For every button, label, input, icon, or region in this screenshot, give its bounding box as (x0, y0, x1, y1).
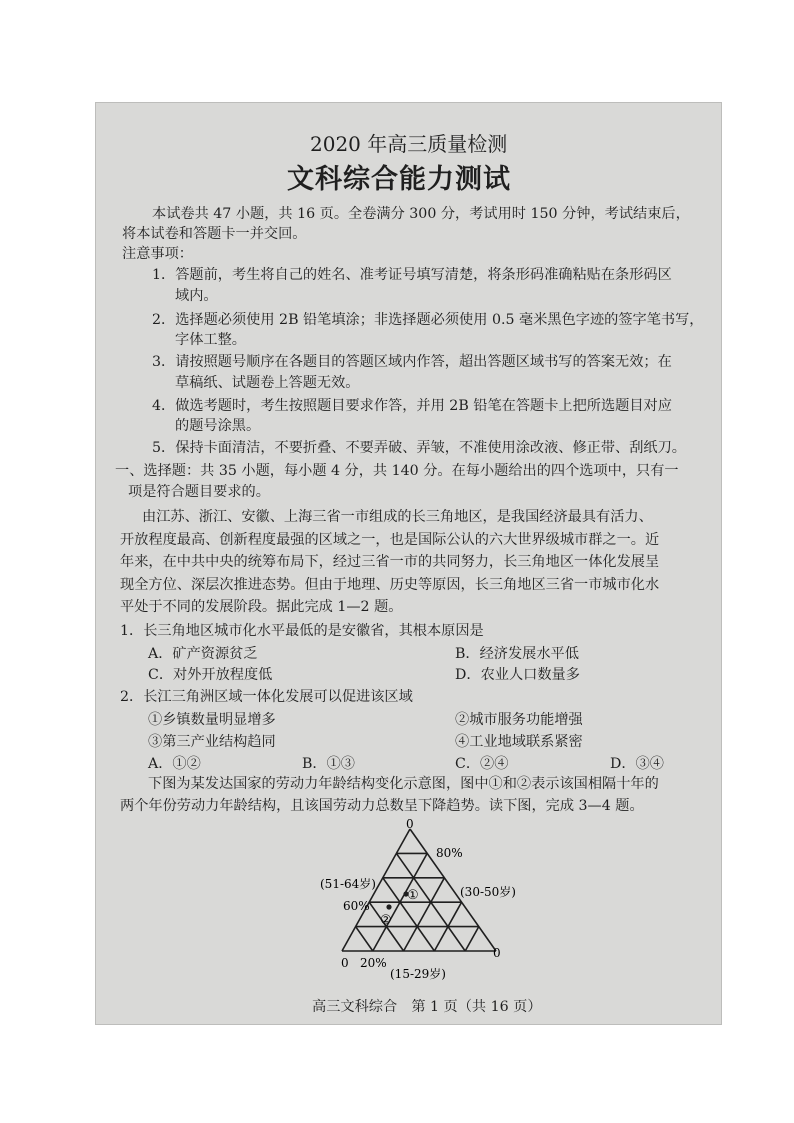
question-2-statement-2: ②城市服务功能增强 (455, 712, 583, 728)
note-1-line-1: 1．答题前，考生将自己的姓名、准考证号填写清楚，将条形码准确粘贴在条形码区 (152, 267, 672, 283)
label-30-50: (30-50岁) (460, 885, 516, 899)
question-1-option-a: A．矿产资源贫乏 (148, 646, 258, 662)
passage-1-line-3: 年来，在中共中央的统筹布局下，经过三省一市的共同努力，长三角地区一体化发展呈 (120, 554, 660, 570)
question-1-option-c: C．对外开放程度低 (148, 667, 273, 683)
label-80-percent: 80% (436, 846, 463, 860)
passage-1-line-2: 开放程度最高、创新程度最强的区域之一，也是国际公认的六大世界级城市群之一。近 (120, 532, 660, 548)
question-1-stem: 1．长三角地区城市化水平最低的是安徽省，其根本原因是 (120, 623, 484, 639)
label-51-64: (51-64岁) (320, 877, 376, 891)
bottom-left-zero-label: 0 (341, 956, 349, 970)
question-2-statement-4: ④工业地域联系紧密 (455, 734, 583, 750)
question-2-statement-1: ①乡镇数量明显增多 (148, 712, 276, 728)
question-2-statement-3: ③第三产业结构趋同 (148, 734, 276, 750)
label-60-percent: 60% (343, 899, 370, 913)
note-2-line-2: 字体工整。 (175, 332, 246, 348)
section-1-line-1: 一、选择题：共 35 小题，每小题 4 分，共 140 分。在每小题给出的四个选项中，只有一 (115, 463, 679, 479)
labor-age-ternary-diagram (310, 815, 540, 985)
passage-1-line-5: 平处于不同的发展阶段。据此完成 1—2 题。 (120, 599, 403, 615)
point-1-label: ① (407, 888, 419, 903)
notice-label: 注意事项： (122, 246, 193, 262)
grid-line-left-diagonal (356, 927, 373, 951)
note-1-line-2: 域内。 (175, 288, 218, 304)
label-20-percent: 20% (360, 956, 387, 970)
question-2-option-d: D．③④ (610, 756, 664, 772)
note-3-line-1: 3．请按照题号顺序在各题目的答题区域内作答，超出答题区域书写的答案无效；在 (152, 354, 672, 370)
point-2-marker (386, 904, 391, 909)
exam-subtitle: 2020 年高三质量检测 (310, 132, 508, 156)
intro-line-1: 本试卷共 47 小题，共 16 页。全卷满分 300 分，考试用时 150 分钟，考试结束后， (152, 206, 690, 222)
point-2-label: ② (380, 913, 392, 928)
question-1-option-b: B．经济发展水平低 (455, 646, 579, 662)
label-15-29: (15-29岁) (390, 967, 446, 981)
question-1-option-d: D．农业人口数量多 (455, 667, 580, 683)
question-2-option-c: C．②④ (455, 756, 509, 772)
exam-title: 文科综合能力测试 (287, 164, 511, 195)
question-2-option-b: B．①③ (302, 756, 355, 772)
note-4-line-1: 4．做选考题时，考生按照题目要求作答，并用 2B 铅笔在答题卡上把所选题目对应 (152, 398, 672, 414)
note-3-line-2: 草稿纸、试题卷上答题无效。 (175, 375, 360, 391)
top-zero-label: 0 (406, 817, 414, 831)
passage-1-line-4: 现全方位、深层次推进态势。但由于地理、历史等原因，长三角地区三省一市城市化水 (120, 577, 660, 593)
section-1-line-2: 项是符合题目要求的。 (128, 484, 270, 500)
grid-line-right-diagonal (465, 927, 479, 951)
passage-2-line-2: 两个年份劳动力年龄结构，且该国劳动力总数呈下降趋势。读下图，完成 3—4 题。 (120, 798, 644, 814)
note-5-line-1: 5．保持卡面清洁，不要折叠、不要弄破、弄皱，不准使用涂改液、修正带、刮纸刀。 (152, 440, 686, 456)
page-footer: 高三文科综合 第 1 页（共 16 页） (312, 999, 542, 1015)
passage-1-line-1: 由江苏、浙江、安徽、上海三省一市组成的长三角地区，是我国经济最具有活力、 (142, 509, 653, 525)
note-4-line-2: 的题号涂黑。 (175, 418, 261, 434)
intro-line-2: 将本试卷和答题卡一并交回。 (122, 226, 307, 242)
bottom-right-zero-label: 0 (493, 946, 501, 960)
note-2-line-1: 2．选择题必须使用 2B 铅笔填涂；非选择题必须使用 0.5 毫米黑色字迹的签字笔书写， (152, 312, 704, 328)
passage-2-line-1: 下图为某发达国家的劳动力年龄结构变化示意图，图中①和②表示该国相隔十年的 (148, 776, 659, 792)
question-2-stem: 2．长江三角洲区域一体化发展可以促进该区域 (120, 689, 413, 705)
question-2-option-a: A．①② (148, 756, 201, 772)
